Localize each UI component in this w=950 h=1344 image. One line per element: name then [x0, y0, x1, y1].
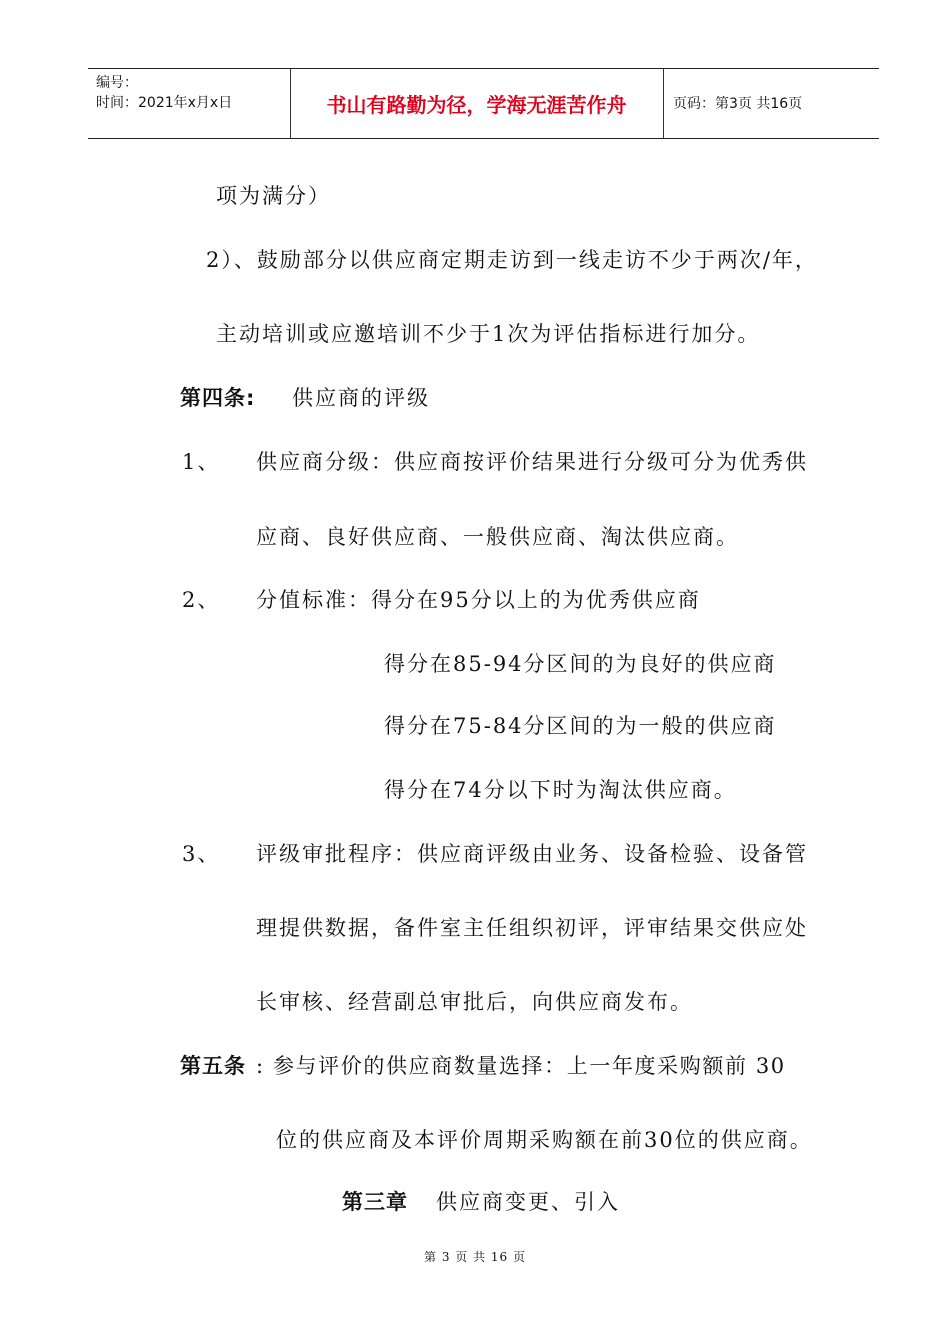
text-line: 分值标准：得分在95分以上的为优秀供应商 — [256, 588, 701, 612]
text-line: 项为满分） — [216, 184, 331, 208]
item-number: 2、 — [182, 588, 221, 612]
header-page-number: 页码：第3页 共16页 — [673, 96, 803, 112]
text-line: 2）、鼓励部分以供应商定期走访到一线走访不少于两次/年， — [206, 248, 818, 272]
text-line: 理提供数据，备件室主任组织初评，评审结果交供应处 — [256, 916, 808, 940]
text-line: 应商、良好供应商、一般供应商、淘汰供应商。 — [256, 525, 739, 549]
text-line: 得分在74分以下时为淘汰供应商。 — [384, 778, 737, 802]
chapter-3-label: 第三章 — [342, 1190, 408, 1214]
header-number: 编号： — [96, 75, 138, 91]
header-time: 时间：2021年x月x日 — [96, 95, 233, 111]
text-line: 供应商分级：供应商按评价结果进行分级可分为优秀供 — [256, 450, 808, 474]
text-line: 得分在85-94分区间的为良好的供应商 — [384, 652, 777, 676]
header-divider — [663, 69, 664, 138]
text-line: 主动培训或应邀培训不少于1次为评估指标进行加分。 — [216, 322, 761, 346]
article-4-label: 第四条: — [180, 386, 256, 410]
article-4-title: 供应商的评级 — [292, 386, 430, 410]
text-line: 长审核、经营副总审批后，向供应商发布。 — [256, 990, 693, 1014]
header-meta — [96, 73, 232, 113]
text-line: 得分在75-84分区间的为一般的供应商 — [384, 714, 777, 738]
item-number: 3、 — [182, 842, 221, 866]
page-footer: 第 3 页 共 16 页 — [424, 1250, 526, 1264]
text-line: 位的供应商及本评价周期采购额在前30位的供应商。 — [276, 1128, 813, 1152]
text-line: 评级审批程序：供应商评级由业务、设备检验、设备管 — [256, 842, 808, 866]
item-number: 1、 — [182, 450, 221, 474]
header-motto: 书山有路勤为径，学海无涯苦作舟 — [326, 93, 627, 117]
text-line: : 参与评价的供应商数量选择：上一年度采购额前 30 — [256, 1054, 786, 1078]
chapter-3-title: 供应商变更、引入 — [436, 1190, 620, 1214]
article-5-label: 第五条 — [180, 1054, 246, 1078]
page-header — [88, 68, 879, 139]
